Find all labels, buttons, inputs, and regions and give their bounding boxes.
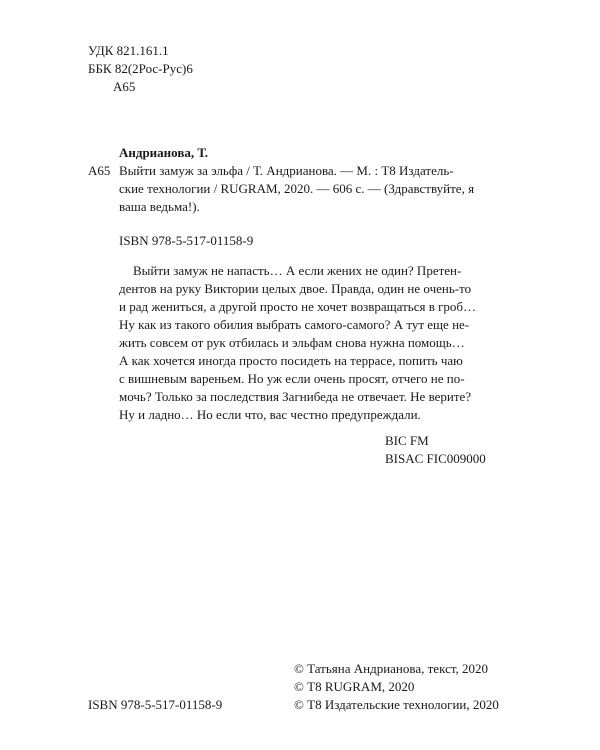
annotation-line: Ну и ладно… Но если что, вас честно предупреждали. <box>119 407 421 422</box>
annotation-line: и рад жениться, а другой просто не хочет возвращаться в гроб… <box>119 299 477 314</box>
annotation <box>119 262 519 424</box>
annotation-line: с вишневым вареньем. Но уж если очень просят, отчего не по- <box>119 371 465 386</box>
copyright-block <box>294 660 499 714</box>
copyright-line: © Т8 RUGRAM, 2020 <box>294 679 415 694</box>
biblio-line: ваша ведьма!). <box>119 199 200 214</box>
biblio-line: ские технологии / RUGRAM, 2020. — 606 с. — (Здравствуйте, я <box>119 181 475 196</box>
author-heading: Андрианова, Т. <box>119 145 208 160</box>
bic-code: BIC FM <box>385 433 429 448</box>
udk-code: УДК 821.161.1 <box>88 43 169 58</box>
annotation-line: мочь? Только за последствия Загнибеда не отвечает. Не верите? <box>119 389 472 404</box>
isbn: ISBN 978-5-517-01158-9 <box>119 233 254 248</box>
annotation-line: жить совсем от рук отбилась и эльфам снова нужна помощь… <box>119 335 465 350</box>
copyright-line: © Т8 Издательские технологии, 2020 <box>294 697 499 712</box>
footer-isbn: ISBN 978-5-517-01158-9 <box>88 697 223 712</box>
author-mark-top: А65 <box>113 79 136 94</box>
annotation-line: А как хочется иногда просто посидеть на террасе, попить чаю <box>119 353 463 368</box>
annotation-line: дентов на руку Виктории целых двое. Правда, один не очень-то <box>119 281 472 296</box>
biblio-line: Выйти замуж за эльфа / Т. Андрианова. — М. : Т8 Издатель- <box>119 163 454 178</box>
bisac-code: BISAC FIC009000 <box>385 451 486 466</box>
bibliographic-description <box>119 162 519 216</box>
copyright-line: © Татьяна Андрианова, текст, 2020 <box>294 661 489 676</box>
bbk-code: ББК 82(2Рос-Рус)6 <box>88 61 193 76</box>
annotation-line: Ну как из такого обилия выбрать самого-самого? А тут еще не- <box>119 317 470 332</box>
author-mark: А65 <box>88 163 111 178</box>
annotation-line: Выйти замуж не напасть… А если жених не один? Претен- <box>133 263 462 278</box>
